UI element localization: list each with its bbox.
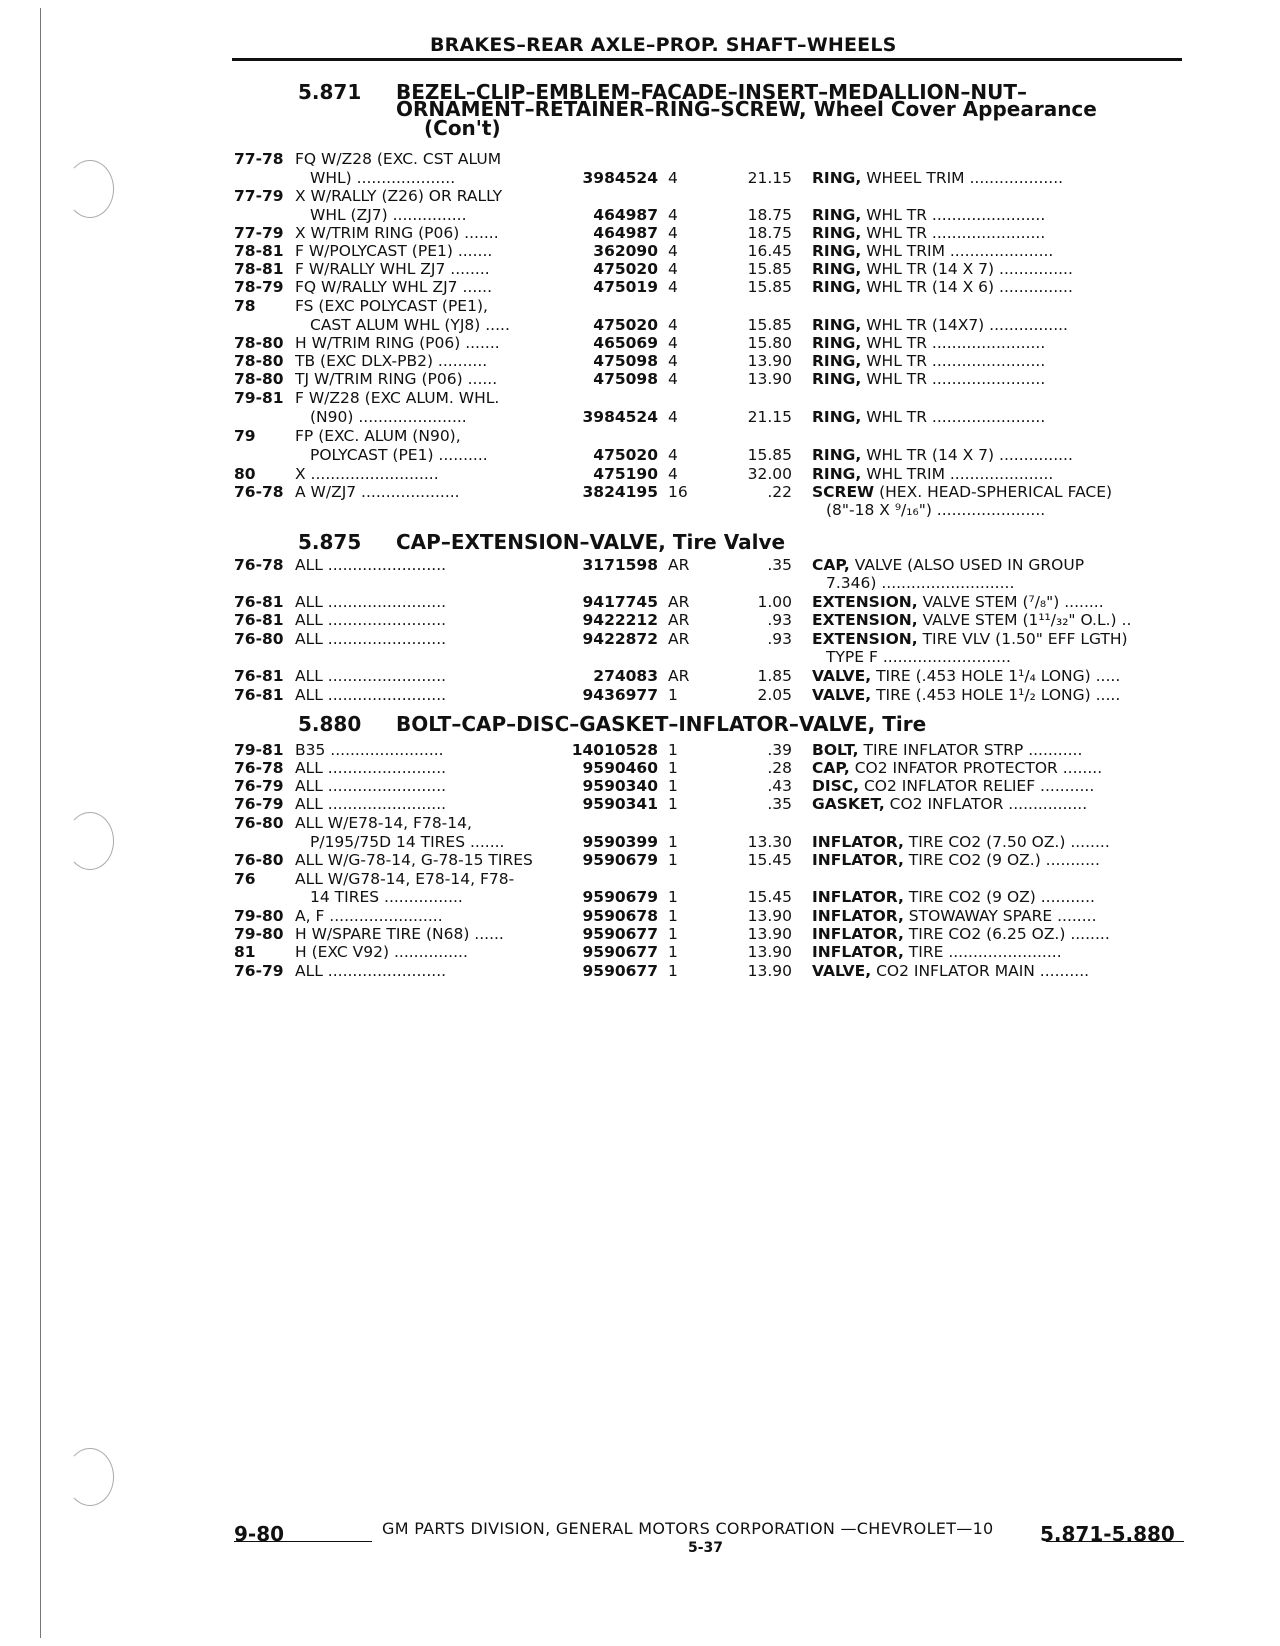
row-description: ALL ........................ (295, 593, 447, 611)
row-part-name-detail: WHL TRIM ..................... (861, 242, 1054, 260)
row-description: P/195/75D 14 TIRES ....... (310, 833, 505, 851)
row-quantity: 4 (668, 224, 678, 242)
row-years: 76-79 (234, 795, 284, 813)
row-price: 2.05 (757, 686, 792, 704)
row-part-name (812, 260, 1184, 278)
row-quantity: AR (668, 611, 690, 629)
row-description: X W/TRIM RING (P06) ....... (295, 224, 499, 242)
row-years: 80 (234, 465, 256, 483)
row-price: 13.90 (747, 907, 792, 925)
row-years: 76-79 (234, 962, 284, 980)
row-description: ALL ........................ (295, 630, 447, 648)
row-quantity: 4 (668, 260, 678, 278)
row-description: ALL ........................ (295, 795, 447, 813)
row-part-number: 14010528 (571, 741, 658, 759)
row-part-name-detail: WHL TR ....................... (861, 224, 1046, 242)
row-years: 76-80 (234, 814, 284, 832)
row-price: 15.45 (747, 888, 792, 906)
row-description: H W/TRIM RING (P06) ....... (295, 334, 500, 352)
row-quantity: 1 (668, 777, 678, 795)
row-years: 76-80 (234, 851, 284, 869)
row-part-name-keyword: EXTENSION, (812, 611, 918, 629)
section-title: CAP–EXTENSION–VALVE, (396, 530, 666, 554)
row-part-name (812, 611, 1184, 629)
row-price: 15.45 (747, 851, 792, 869)
row-part-name (812, 667, 1184, 685)
row-description: ALL W/E78-14, F78-14, (295, 814, 472, 832)
row-description: X .......................... (295, 465, 439, 483)
row-part-number: 475098 (593, 352, 658, 370)
row-description: H (EXC V92) ............... (295, 943, 468, 961)
row-part-name-keyword: RING, (812, 224, 862, 242)
row-part-name-keyword: INFLATOR, (812, 907, 904, 925)
row-quantity: AR (668, 593, 690, 611)
row-part-name-keyword: RING, (812, 278, 862, 296)
row-price: 15.85 (747, 260, 792, 278)
punch-hole-icon (66, 812, 114, 870)
row-years: 79-80 (234, 925, 284, 943)
row-part-name-keyword: RING, (812, 408, 862, 426)
row-part-number: 464987 (593, 224, 658, 242)
row-part-name (826, 501, 1198, 519)
section-number: 5.880 (298, 712, 362, 736)
row-part-name-keyword: RING, (812, 242, 862, 260)
section-subtitle: Tire Valve (665, 530, 786, 554)
row-quantity: 1 (668, 795, 678, 813)
punch-hole-icon (66, 1448, 114, 1506)
row-price: .35 (767, 556, 792, 574)
footer-organization: GM PARTS DIVISION, GENERAL MOTORS CORPORATION —CHEVROLET—10 (382, 1519, 994, 1538)
row-quantity: 4 (668, 316, 678, 334)
row-part-name-keyword: RING, (812, 446, 862, 464)
footer-date: 9-80 (234, 1522, 285, 1546)
row-part-name-keyword: RING, (812, 370, 862, 388)
row-description: A W/ZJ7 .................... (295, 483, 460, 501)
row-description: WHL (ZJ7) ............... (310, 206, 467, 224)
row-quantity: 4 (668, 408, 678, 426)
row-price: .22 (767, 483, 792, 501)
row-part-name-detail: TIRE (.453 HOLE 1¹/₄ LONG) ..... (871, 667, 1121, 685)
row-part-name (812, 206, 1184, 224)
row-part-name-keyword: RING, (812, 334, 862, 352)
row-description: ALL ........................ (295, 777, 447, 795)
row-price: 15.85 (747, 446, 792, 464)
row-description: ALL W/G78-14, E78-14, F78- (295, 870, 515, 888)
row-price: 13.90 (747, 370, 792, 388)
row-description: (N90) ...................... (310, 408, 467, 426)
row-part-number: 475020 (593, 446, 658, 464)
row-part-name-keyword: VALVE, (812, 686, 872, 704)
row-part-name-detail: TIRE VLV (1.50" EFF LGTH) (917, 630, 1128, 648)
row-part-name (826, 648, 1198, 666)
row-years: 76-81 (234, 667, 284, 685)
row-quantity: 16 (668, 483, 688, 501)
row-quantity: 1 (668, 833, 678, 851)
footer-section-range: 5.871-5.880 (1040, 1522, 1175, 1546)
row-part-name (812, 446, 1184, 464)
row-part-name-detail: WHL TR ....................... (861, 370, 1046, 388)
row-part-name-detail: WHL TR (14 X 6) ............... (861, 278, 1073, 296)
row-years: 78-80 (234, 370, 284, 388)
section-subtitle: Wheel Cover Appearance (806, 97, 1097, 121)
row-part-name-keyword: INFLATOR, (812, 851, 904, 869)
row-price: 18.75 (747, 206, 792, 224)
row-part-name-detail: TYPE F .......................... (826, 648, 1011, 666)
section-5871-title-line3: (Con't) (424, 116, 501, 140)
row-description: FQ W/Z28 (EXC. CST ALUM (295, 150, 502, 168)
row-quantity: 4 (668, 446, 678, 464)
page-header-title: BRAKES–REAR AXLE–PROP. SHAFT–WHEELS (430, 34, 897, 56)
section-title: BOLT–CAP–DISC–GASKET–INFLATOR–VALVE, (396, 712, 876, 736)
row-description: A, F ....................... (295, 907, 443, 925)
row-price: 16.45 (747, 242, 792, 260)
row-quantity: 1 (668, 907, 678, 925)
row-part-name (812, 278, 1184, 296)
row-price: .39 (767, 741, 792, 759)
row-years: 78-79 (234, 278, 284, 296)
row-years: 76-81 (234, 686, 284, 704)
row-part-name (812, 169, 1184, 187)
section-number: 5.871 (298, 80, 362, 104)
row-years: 78-81 (234, 242, 284, 260)
row-part-name (812, 851, 1184, 869)
row-part-number: 362090 (593, 242, 658, 260)
row-part-name-detail: CO2 INFATOR PROTECTOR ........ (849, 759, 1103, 777)
row-part-name (812, 352, 1184, 370)
row-price: .35 (767, 795, 792, 813)
section-subtitle: Tire (875, 712, 927, 736)
row-part-number: 465069 (593, 334, 658, 352)
row-description: FP (EXC. ALUM (N90), (295, 427, 461, 445)
row-part-name-detail: VALVE STEM (⁷/₈") ........ (917, 593, 1104, 611)
row-quantity: AR (668, 630, 690, 648)
row-price: .93 (767, 611, 792, 629)
row-description: F W/Z28 (EXC ALUM. WHL. (295, 389, 500, 407)
row-years: 79-80 (234, 907, 284, 925)
row-part-name-detail: WHL TR (14 X 7) ............... (861, 446, 1073, 464)
row-part-name-keyword: INFLATOR, (812, 833, 904, 851)
row-years: 79-81 (234, 741, 284, 759)
row-description: ALL ........................ (295, 686, 447, 704)
row-part-name (812, 316, 1184, 334)
row-part-number: 464987 (593, 206, 658, 224)
row-quantity: 1 (668, 888, 678, 906)
row-description: F W/RALLY WHL ZJ7 ........ (295, 260, 490, 278)
row-part-name-keyword: CAP, (812, 556, 850, 574)
row-part-name-detail: WHL TR ....................... (861, 352, 1046, 370)
row-part-name-detail: TIRE CO2 (7.50 OZ.) ........ (903, 833, 1110, 851)
row-description: WHL) .................... (310, 169, 456, 187)
row-quantity: AR (668, 556, 690, 574)
row-part-name (826, 574, 1198, 592)
row-quantity: 4 (668, 206, 678, 224)
row-part-name (812, 556, 1184, 574)
row-price: 15.85 (747, 316, 792, 334)
row-part-name (812, 483, 1184, 501)
row-part-number: 3824195 (582, 483, 658, 501)
row-quantity: 4 (668, 278, 678, 296)
row-description: B35 ....................... (295, 741, 444, 759)
row-part-name (812, 962, 1184, 980)
section-title-line1: BEZEL–CLIP–EMBLEM–FACADE–INSERT–MEDALLION–NUT– (396, 80, 1028, 104)
row-part-name-keyword: CAP, (812, 759, 850, 777)
header-rule (232, 58, 1182, 61)
row-part-name (812, 630, 1184, 648)
row-part-name (812, 833, 1184, 851)
row-part-name-detail: WHL TRIM ..................... (861, 465, 1054, 483)
row-part-name-detail: TIRE CO2 (6.25 OZ.) ........ (903, 925, 1110, 943)
row-years: 77-79 (234, 224, 284, 242)
row-part-name-detail: VALVE (ALSO USED IN GROUP (849, 556, 1085, 574)
row-part-name-keyword: VALVE, (812, 667, 872, 685)
row-part-name-keyword: SCREW (812, 483, 875, 501)
row-part-name-detail: (HEX. HEAD-SPHERICAL FACE) (874, 483, 1113, 501)
binding-margin-line (40, 8, 41, 1638)
row-part-name-keyword: RING, (812, 260, 862, 278)
row-part-name-keyword: VALVE, (812, 962, 872, 980)
row-description: CAST ALUM WHL (YJ8) ..... (310, 316, 510, 334)
row-part-name (812, 593, 1184, 611)
row-part-name-keyword: RING, (812, 352, 862, 370)
row-part-name-keyword: RING, (812, 206, 862, 224)
row-part-number: 9590679 (582, 888, 658, 906)
row-part-name-detail: STOWAWAY SPARE ........ (903, 907, 1097, 925)
row-description: ALL ........................ (295, 667, 447, 685)
row-price: 18.75 (747, 224, 792, 242)
row-years: 79 (234, 427, 256, 445)
row-price: 1.00 (757, 593, 792, 611)
row-price: 13.90 (747, 962, 792, 980)
row-price: 15.80 (747, 334, 792, 352)
row-part-number: 3984524 (582, 169, 658, 187)
footer-page-number: 5-37 (688, 1540, 724, 1556)
section-number: 5.875 (298, 530, 362, 554)
row-quantity: 4 (668, 334, 678, 352)
row-years: 78-80 (234, 334, 284, 352)
row-part-number: 3171598 (582, 556, 658, 574)
row-part-name (812, 907, 1184, 925)
row-price: .93 (767, 630, 792, 648)
section-5875-heading (298, 530, 785, 554)
section-5880-heading (298, 712, 926, 736)
punch-hole-icon (66, 160, 114, 218)
row-years: 76-78 (234, 556, 284, 574)
row-part-name-detail: TIRE (.453 HOLE 1¹/₂ LONG) ..... (871, 686, 1121, 704)
row-part-number: 475190 (593, 465, 658, 483)
row-years: 76 (234, 870, 256, 888)
row-part-name-detail: VALVE STEM (1¹¹/₃₂" O.L.) .. (917, 611, 1132, 629)
row-part-number: 9590460 (582, 759, 658, 777)
row-price: 32.00 (747, 465, 792, 483)
row-price: 13.90 (747, 352, 792, 370)
row-part-name-keyword: EXTENSION, (812, 630, 918, 648)
row-part-number: 9436977 (582, 686, 658, 704)
row-part-name (812, 888, 1184, 906)
section-5871-title-line2 (396, 97, 1097, 121)
row-years: 76-81 (234, 593, 284, 611)
row-part-name (812, 759, 1184, 777)
row-years: 76-79 (234, 777, 284, 795)
row-part-number: 9590677 (582, 962, 658, 980)
row-part-name (812, 777, 1184, 795)
row-years: 76-80 (234, 630, 284, 648)
row-part-number: 9590340 (582, 777, 658, 795)
row-part-name-detail: WHL TR ....................... (861, 206, 1046, 224)
row-price: .28 (767, 759, 792, 777)
row-part-number: 9590678 (582, 907, 658, 925)
row-quantity: 1 (668, 686, 678, 704)
row-quantity: 1 (668, 943, 678, 961)
row-part-name (812, 408, 1184, 426)
row-part-name-keyword: RING, (812, 169, 862, 187)
row-description: 14 TIRES ................ (310, 888, 463, 906)
row-years: 79-81 (234, 389, 284, 407)
row-part-number: 475020 (593, 316, 658, 334)
row-quantity: AR (668, 667, 690, 685)
row-part-number: 9422872 (582, 630, 658, 648)
row-part-name-detail: WHL TR ....................... (861, 334, 1046, 352)
row-description: FQ W/RALLY WHL ZJ7 ...... (295, 278, 493, 296)
row-years: 76-78 (234, 759, 284, 777)
row-years: 77-78 (234, 150, 284, 168)
row-part-number: 9590677 (582, 943, 658, 961)
row-part-name (812, 465, 1184, 483)
row-part-name-detail: 7.346) ........................... (826, 574, 1015, 592)
row-description: TB (EXC DLX-PB2) .......... (295, 352, 488, 370)
row-part-name-keyword: INFLATOR, (812, 888, 904, 906)
row-part-name-detail: WHL TR (14X7) ................ (861, 316, 1068, 334)
row-part-name-keyword: INFLATOR, (812, 925, 904, 943)
row-part-name-keyword: GASKET, (812, 795, 885, 813)
row-part-name-keyword: RING, (812, 465, 862, 483)
row-price: 21.15 (747, 408, 792, 426)
section-title-line2: ORNAMENT–RETAINER–RING–SCREW, (396, 97, 807, 121)
row-part-name-keyword: BOLT, (812, 741, 859, 759)
row-part-number: 475019 (593, 278, 658, 296)
row-part-name (812, 795, 1184, 813)
row-part-name-detail: TIRE CO2 (9 OZ.) ........... (903, 851, 1100, 869)
row-quantity: 4 (668, 169, 678, 187)
row-quantity: 4 (668, 352, 678, 370)
row-part-name (812, 925, 1184, 943)
row-years: 78-80 (234, 352, 284, 370)
row-part-name (812, 686, 1184, 704)
row-years: 81 (234, 943, 256, 961)
row-quantity: 4 (668, 465, 678, 483)
row-part-name-detail: CO2 INFLATOR MAIN .......... (871, 962, 1090, 980)
row-part-name-keyword: INFLATOR, (812, 943, 904, 961)
row-part-name (812, 334, 1184, 352)
row-part-name (812, 943, 1184, 961)
row-part-name (812, 242, 1184, 260)
row-part-name-keyword: RING, (812, 316, 862, 334)
row-description: ALL ........................ (295, 556, 447, 574)
row-price: 13.90 (747, 943, 792, 961)
row-part-name-detail: WHL TR (14 X 7) ............... (861, 260, 1073, 278)
row-description: ALL W/G-78-14, G-78-15 TIRES (295, 851, 533, 869)
row-part-number: 9590677 (582, 925, 658, 943)
row-price: 13.30 (747, 833, 792, 851)
row-years: 77-79 (234, 187, 284, 205)
row-part-number: 9590679 (582, 851, 658, 869)
row-part-name-detail: (8"-18 X ⁹/₁₆") ...................... (826, 501, 1046, 519)
row-part-name-detail: WHL TR ....................... (861, 408, 1046, 426)
row-part-name-detail: CO2 INFLATOR RELIEF ........... (859, 777, 1095, 795)
row-part-number: 475098 (593, 370, 658, 388)
row-quantity: 1 (668, 925, 678, 943)
row-description: TJ W/TRIM RING (P06) ...... (295, 370, 498, 388)
row-part-name-detail: TIRE INFLATOR STRP ........... (858, 741, 1083, 759)
row-description: FS (EXC POLYCAST (PE1), (295, 297, 488, 315)
row-part-name-keyword: DISC, (812, 777, 860, 795)
row-quantity: 4 (668, 370, 678, 388)
row-part-number: 9422212 (582, 611, 658, 629)
row-part-name-detail: TIRE CO2 (9 OZ) ........... (903, 888, 1095, 906)
row-description: ALL ........................ (295, 759, 447, 777)
row-years: 78-81 (234, 260, 284, 278)
row-quantity: 1 (668, 741, 678, 759)
row-quantity: 1 (668, 962, 678, 980)
row-price: 1.85 (757, 667, 792, 685)
row-part-number: 9590399 (582, 833, 658, 851)
row-price: 21.15 (747, 169, 792, 187)
row-part-name-detail: WHEEL TRIM ................... (861, 169, 1064, 187)
row-quantity: 1 (668, 759, 678, 777)
row-part-name-detail: TIRE ....................... (903, 943, 1062, 961)
row-years: 76-78 (234, 483, 284, 501)
row-price: .43 (767, 777, 792, 795)
row-description: ALL ........................ (295, 962, 447, 980)
row-part-name-detail: CO2 INFLATOR ................ (884, 795, 1088, 813)
row-description: H W/SPARE TIRE (N68) ...... (295, 925, 504, 943)
row-part-number: 475020 (593, 260, 658, 278)
row-part-name (812, 224, 1184, 242)
row-description: ALL ........................ (295, 611, 447, 629)
row-description: F W/POLYCAST (PE1) ....... (295, 242, 493, 260)
row-part-number: 9417745 (582, 593, 658, 611)
row-part-number: 9590341 (582, 795, 658, 813)
row-part-number: 3984524 (582, 408, 658, 426)
row-quantity: 4 (668, 242, 678, 260)
row-part-name-keyword: EXTENSION, (812, 593, 918, 611)
row-part-name (812, 370, 1184, 388)
row-price: 15.85 (747, 278, 792, 296)
row-price: 13.90 (747, 925, 792, 943)
row-quantity: 1 (668, 851, 678, 869)
row-part-number: 274083 (593, 667, 658, 685)
row-part-name (812, 741, 1184, 759)
row-years: 76-81 (234, 611, 284, 629)
row-description: X W/RALLY (Z26) OR RALLY (295, 187, 503, 205)
row-description: POLYCAST (PE1) .......... (310, 446, 488, 464)
row-years: 78 (234, 297, 256, 315)
